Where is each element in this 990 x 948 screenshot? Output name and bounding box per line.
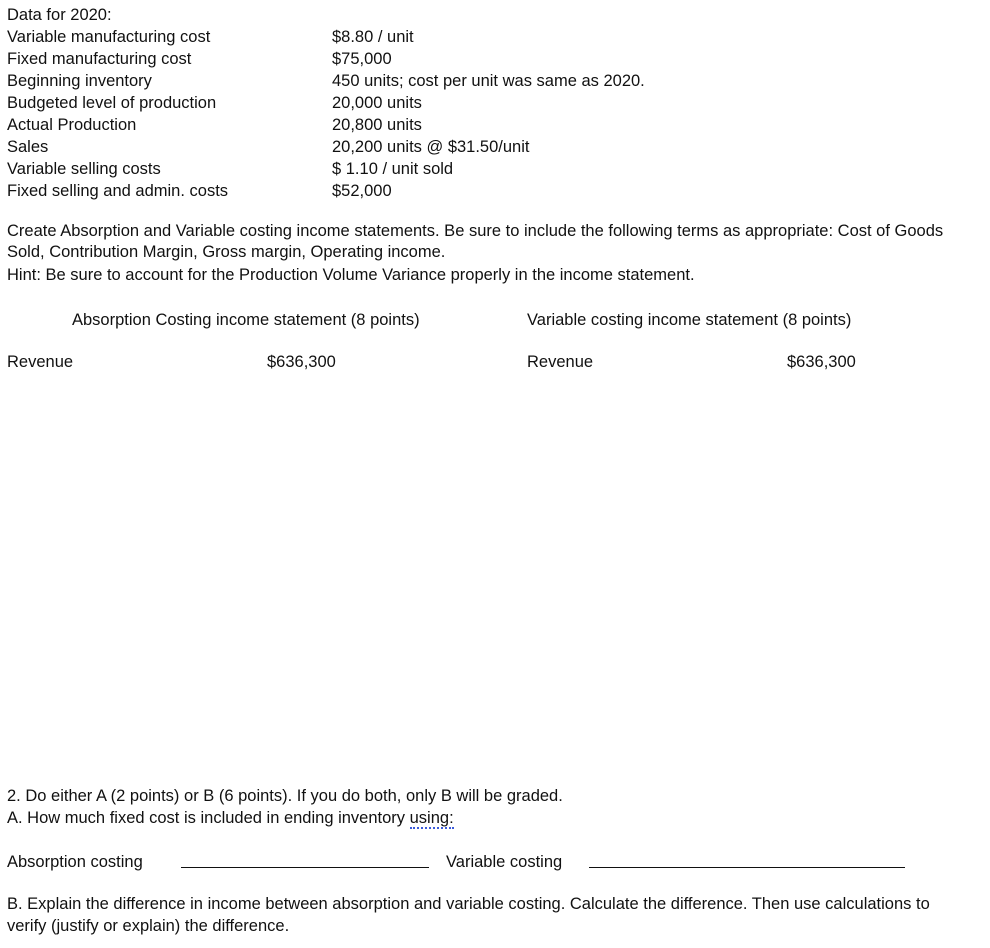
data-value: $8.80 / unit xyxy=(332,28,414,46)
data-label: Fixed selling and admin. costs xyxy=(7,182,229,200)
data-label: Budgeted level of production xyxy=(7,94,217,112)
data-label: Sales xyxy=(7,138,49,156)
data-label: Variable selling costs xyxy=(7,160,161,178)
absorption-revenue-value: $636,300 xyxy=(267,353,336,371)
absorption-answer-line[interactable] xyxy=(181,867,429,868)
data-label: Variable manufacturing cost xyxy=(7,28,211,46)
hint-text: Hint: Be sure to account for the Production Volume Variance properly in the income statement. xyxy=(7,266,695,284)
data-label: Actual Production xyxy=(7,116,137,134)
variable-revenue-label: Revenue xyxy=(527,353,594,371)
part-a-text: A. How much fixed cost is included in ending inventory xyxy=(7,809,410,827)
question-2-intro: 2. Do either A (2 points) or B (6 points). If you do both, only B will be graded. xyxy=(7,787,563,805)
absorption-revenue-label: Revenue xyxy=(7,353,74,371)
data-value: $52,000 xyxy=(332,182,392,200)
data-value: 20,800 units xyxy=(332,116,422,134)
question-2-part-b: B. Explain the difference in income between absorption and variable costing. Calculate the difference. Then use calculations to verify (justify or explain) the difference. xyxy=(7,895,930,935)
variable-answer-line[interactable] xyxy=(589,867,905,868)
data-value: 20,200 units @ $31.50/unit xyxy=(332,138,530,156)
data-label: Beginning inventory xyxy=(7,72,152,90)
absorption-costing-label: Absorption costing xyxy=(7,853,143,871)
instructions-text: Create Absorption and Variable costing income statements. Be sure to include the following terms as appropriate: Cost of Goods Sold, Contribution Margin, Gross margin, Operating income. xyxy=(7,222,944,261)
data-label: Fixed manufacturing cost xyxy=(7,50,192,68)
data-value: $75,000 xyxy=(332,50,392,68)
variable-statement-title: Variable costing income statement (8 points) xyxy=(527,311,852,329)
question-2-part-a xyxy=(7,807,454,829)
data-value: 20,000 units xyxy=(332,94,422,112)
data-header: Data for 2020: xyxy=(7,6,112,24)
variable-costing-label: Variable costing xyxy=(446,853,563,871)
data-value: $ 1.10 / unit sold xyxy=(332,160,454,178)
variable-revenue-value: $636,300 xyxy=(787,353,856,371)
part-a-underlined-word: using: xyxy=(409,809,454,827)
data-value: 450 units; cost per unit was same as 2020. xyxy=(332,72,645,90)
absorption-statement-title: Absorption Costing income statement (8 points) xyxy=(72,311,420,329)
